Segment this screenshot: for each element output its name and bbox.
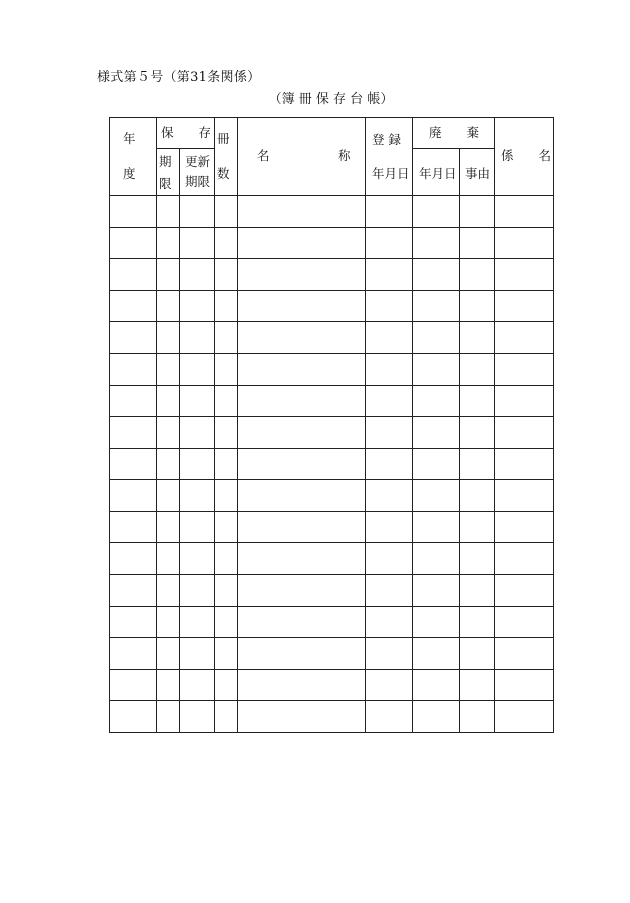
header-kakari: 係 名: [501, 148, 552, 163]
table-row: [109, 227, 553, 259]
header-nendo-bottom: 度: [123, 166, 136, 181]
header-kigen-1: 期: [159, 154, 172, 169]
header-divider-haiki: [412, 148, 494, 149]
table-row: [109, 669, 553, 701]
ledger-table: [109, 117, 553, 732]
table-row: [109, 479, 553, 511]
table-row: [109, 637, 553, 669]
header-haiki-date: 年月日: [419, 166, 457, 181]
header-koushin-1: 更新: [185, 154, 211, 169]
table-border-bottom: [109, 732, 554, 733]
table-row: [109, 574, 553, 606]
header-meisho-1: 名: [257, 148, 270, 163]
table-row: [109, 195, 553, 227]
header-satsu-1: 冊: [217, 131, 230, 146]
table-row: [109, 385, 553, 417]
ledger-title: （簿 冊 保 存 台 帳）: [268, 92, 394, 107]
header-haiki: 廃 棄: [429, 125, 480, 140]
header-divider-hozon: [156, 148, 214, 149]
header-meisho-2: 称: [338, 148, 351, 163]
table-row: [109, 321, 553, 353]
header-kigen-2: 限: [159, 176, 172, 191]
header-koushin-2: 期限: [185, 174, 211, 189]
table-row: [109, 542, 553, 574]
table-row: [109, 448, 553, 480]
header-satsu-2: 数: [217, 166, 230, 181]
table-row: [109, 416, 553, 448]
table-row: [109, 700, 553, 732]
table-row: [109, 511, 553, 543]
table-row: [109, 606, 553, 638]
form-number: 様式第５号（第31条関係）: [97, 70, 261, 85]
column-line: [553, 117, 554, 733]
header-hozon: 保 存: [161, 125, 212, 140]
header-jiyu: 事由: [465, 166, 491, 181]
table-row: [109, 258, 553, 290]
table-row: [109, 290, 553, 322]
header-touroku: 登 録: [372, 132, 401, 147]
header-touroku-date: 年月日: [372, 166, 410, 181]
table-border-top: [109, 117, 554, 118]
header-nendo-top: 年: [123, 131, 136, 146]
table-row: [109, 353, 553, 385]
